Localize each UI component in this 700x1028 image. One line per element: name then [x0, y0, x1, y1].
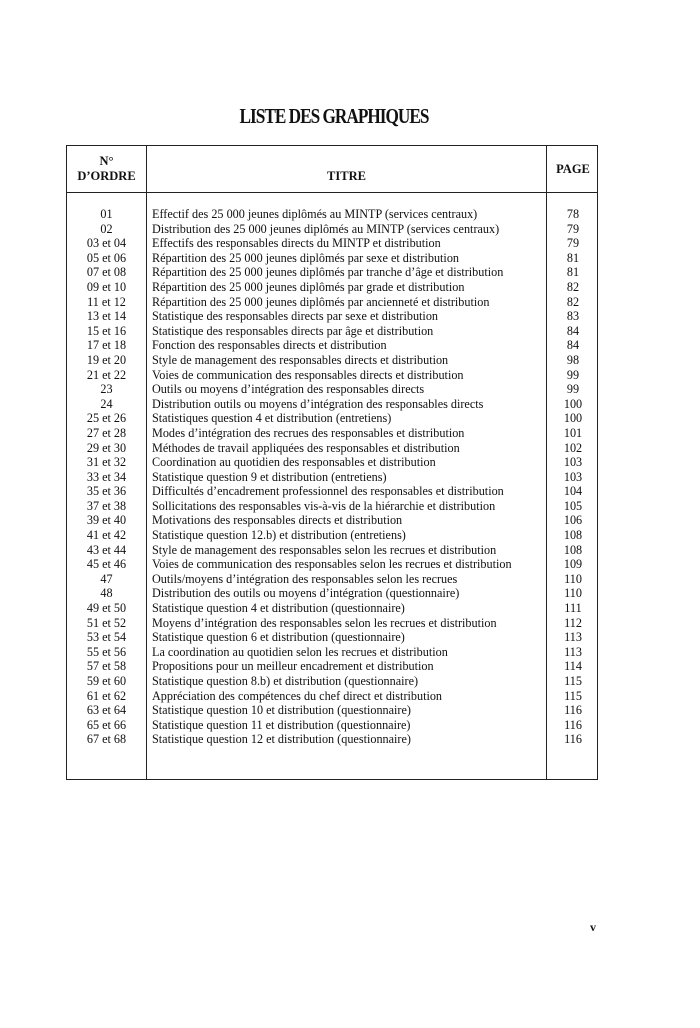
row-order-number: 11 et 12	[87, 294, 126, 309]
row-page: 108	[563, 542, 583, 557]
table-row	[67, 616, 597, 631]
row-order-number: 31 et 32	[86, 455, 127, 470]
row-page: 99	[566, 367, 580, 382]
row-title: Statistique question 6 et distribution (questionnaire)	[152, 630, 405, 645]
row-order-number: 07 et 08	[86, 265, 127, 280]
row-order-number: 15 et 16	[86, 323, 127, 338]
row-title: Effectif des 25 000 jeunes diplômés au MINTP (services centraux)	[152, 207, 478, 221]
table-row	[67, 689, 597, 704]
row-page: 116	[564, 732, 582, 747]
page-title: LISTE DES GRAPHIQUES	[239, 104, 429, 128]
row-order-number: 43 et 44	[86, 542, 127, 557]
row-page: 111	[564, 601, 582, 616]
table-row	[67, 280, 597, 295]
row-title: Statistique question 10 et distribution (questionnaire)	[152, 703, 411, 718]
row-order-number: 61 et 62	[86, 688, 127, 703]
row-page: 112	[564, 615, 582, 630]
row-order-number: 35 et 36	[86, 484, 127, 499]
row-order-number: 02	[100, 221, 113, 236]
row-order-number: 49 et 50	[86, 601, 127, 616]
row-title: Outils/moyens d’intégration des responsables selon les recrues	[152, 571, 458, 586]
table-row	[67, 338, 597, 353]
table-row	[67, 368, 597, 383]
table-row	[67, 441, 597, 456]
row-title: Voies de communication des responsables selon les recrues et distribution	[152, 557, 512, 572]
row-page: 115	[564, 674, 582, 688]
table-row	[67, 470, 597, 485]
row-order-number: 03 et 04	[86, 236, 127, 251]
row-page: 100	[563, 411, 583, 426]
row-title: Répartition des 25 000 jeunes diplômés par sexe et distribution	[152, 250, 460, 265]
table-row	[67, 528, 597, 543]
row-title: Distribution des 25 000 jeunes diplômés au MINTP (services centraux)	[152, 221, 500, 236]
table-row	[67, 586, 597, 601]
row-title: Répartition des 25 000 jeunes diplômés par grade et distribution	[152, 279, 465, 294]
row-title: Répartition des 25 000 jeunes diplômés par tranche d’âge et distribution	[152, 265, 504, 280]
row-order-number: 47	[100, 571, 113, 586]
row-order-number: 13 et 14	[86, 309, 127, 324]
table-row	[67, 426, 597, 441]
row-order-number: 21 et 22	[86, 367, 127, 382]
row-page: 110	[564, 571, 582, 586]
row-order-number: 51 et 52	[86, 615, 127, 630]
table-row	[67, 207, 597, 222]
row-order-number: 45 et 46	[86, 557, 127, 572]
row-title: Distribution outils ou moyens d’intégration des responsables directs	[152, 396, 484, 411]
header-title: TITRE	[327, 169, 366, 183]
header-order-number-line1: N°	[99, 154, 114, 168]
row-title: Statistique question 9 et distribution (entretiens)	[152, 469, 387, 484]
row-title: Méthodes de travail appliquées des responsables et distribution	[152, 440, 460, 455]
row-title: Voies de communication des responsables directs et distribution	[152, 367, 464, 382]
row-title: Fonction des responsables directs et distribution	[152, 338, 387, 353]
row-order-number: 25 et 26	[86, 411, 127, 426]
row-page: 98	[566, 352, 580, 367]
row-order-number: 23	[100, 382, 113, 397]
table-row	[67, 222, 597, 237]
row-order-number: 57 et 58	[86, 659, 127, 674]
row-page: 79	[566, 236, 580, 251]
row-order-number: 55 et 56	[86, 644, 127, 659]
row-order-number: 05 et 06	[86, 250, 127, 265]
row-page: 116	[564, 703, 582, 718]
table-row	[67, 455, 597, 470]
table-row	[67, 601, 597, 616]
row-page: 84	[566, 338, 580, 353]
row-order-number: 53 et 54	[86, 630, 127, 645]
row-page: 83	[566, 309, 580, 324]
row-page: 99	[566, 382, 580, 397]
row-order-number: 24	[100, 396, 113, 411]
row-order-number: 67 et 68	[86, 732, 127, 747]
row-title: Moyens d’intégration des responsables selon les recrues et distribution	[152, 615, 497, 630]
row-order-number: 33 et 34	[86, 469, 127, 484]
table-row	[67, 397, 597, 412]
table-row	[67, 251, 597, 266]
row-title: Statistique question 4 et distribution (questionnaire)	[152, 601, 405, 616]
table-row	[67, 674, 597, 689]
row-order-number: 63 et 64	[86, 703, 127, 718]
row-page: 81	[566, 250, 580, 265]
table-row	[67, 309, 597, 324]
row-page: 79	[566, 221, 580, 236]
row-title: Statistique des responsables directs par sexe et distribution	[152, 309, 439, 324]
row-title: Style de management des responsables selon les recrues et distribution	[152, 542, 497, 557]
table-row	[67, 732, 597, 747]
row-order-number: 09 et 10	[86, 279, 127, 294]
row-title: Effectifs des responsables directs du MINTP et distribution	[152, 236, 441, 251]
row-order-number: 01	[100, 207, 113, 221]
row-order-number: 17 et 18	[86, 338, 127, 353]
table-row	[67, 645, 597, 660]
row-title: Propositions pour un meilleur encadrement et distribution	[152, 659, 434, 674]
row-page: 110	[564, 586, 582, 601]
row-order-number: 48	[100, 586, 113, 601]
table-row	[67, 236, 597, 251]
row-title: Statistique question 12 et distribution (questionnaire)	[152, 732, 411, 747]
row-title: Statistiques question 4 et distribution (entretiens)	[152, 411, 392, 426]
row-page: 104	[563, 484, 583, 499]
row-order-number: 37 et 38	[86, 498, 127, 513]
row-title: Répartition des 25 000 jeunes diplômés par ancienneté et distribution	[152, 294, 490, 309]
row-page: 84	[566, 323, 580, 338]
row-page: 116	[564, 717, 582, 732]
row-page: 113	[564, 630, 582, 645]
row-page: 108	[563, 528, 583, 543]
row-order-number: 19 et 20	[86, 352, 127, 367]
row-title: Statistique question 8.b) et distribution (questionnaire)	[152, 674, 419, 688]
table-row	[67, 353, 597, 368]
table-row	[67, 630, 597, 645]
row-page: 100	[563, 396, 583, 411]
row-title: Statistique question 12.b) et distribution (entretiens)	[152, 528, 406, 543]
row-title: La coordination au quotidien selon les recrues et distribution	[152, 644, 448, 659]
row-title: Difficultés d’encadrement professionnel des responsables et distribution	[152, 484, 504, 499]
row-title: Modes d’intégration des recrues des responsables et distribution	[152, 425, 465, 440]
row-title: Coordination au quotidien des responsables et distribution	[152, 455, 436, 470]
row-order-number: 27 et 28	[86, 425, 127, 440]
row-page: 105	[563, 498, 583, 513]
row-title: Motivations des responsables directs et distribution	[152, 513, 403, 528]
table-row	[67, 543, 597, 558]
row-page: 115	[564, 688, 582, 703]
table-row	[67, 557, 597, 572]
row-title: Statistique question 11 et distribution (questionnaire)	[152, 717, 411, 732]
table-body	[67, 207, 597, 747]
row-order-number: 39 et 40	[86, 513, 127, 528]
row-page: 113	[564, 644, 582, 659]
row-page: 102	[563, 440, 583, 455]
row-order-number: 29 et 30	[86, 440, 127, 455]
row-title: Appréciation des compétences du chef direct et distribution	[152, 688, 443, 703]
list-of-figures-table	[66, 145, 598, 780]
row-page: 106	[563, 513, 583, 528]
page-number: v	[590, 920, 596, 934]
row-page: 82	[566, 279, 580, 294]
row-page: 109	[563, 557, 583, 572]
table-row	[67, 499, 597, 514]
table-row	[67, 718, 597, 733]
row-order-number: 65 et 66	[86, 717, 127, 732]
table-row	[67, 572, 597, 587]
row-title: Outils ou moyens d’intégration des responsables directs	[152, 382, 425, 397]
row-title: Statistique des responsables directs par âge et distribution	[152, 323, 434, 338]
table-row	[67, 265, 597, 280]
row-page: 81	[566, 265, 580, 280]
row-order-number: 59 et 60	[86, 674, 127, 688]
table-row	[67, 484, 597, 499]
header-divider	[67, 192, 597, 193]
table-row	[67, 295, 597, 310]
table-row	[67, 411, 597, 426]
row-order-number: 41 et 42	[86, 528, 127, 543]
row-page: 103	[563, 469, 583, 484]
table-row	[67, 659, 597, 674]
row-title: Sollicitations des responsables vis-à-vis de la hiérarchie et distribution	[152, 498, 496, 513]
header-order-number-line2: D’ORDRE	[77, 169, 136, 183]
header-order-number	[67, 154, 146, 184]
header-page: PAGE	[556, 162, 590, 176]
row-page: 78	[566, 207, 580, 221]
row-page: 82	[566, 294, 580, 309]
table-row	[67, 324, 597, 339]
row-title: Distribution des outils ou moyens d’intégration (questionnaire)	[152, 586, 460, 601]
row-page: 114	[564, 659, 582, 674]
table-row	[67, 703, 597, 718]
table-row	[67, 382, 597, 397]
row-page: 103	[563, 455, 583, 470]
row-title: Style de management des responsables directs et distribution	[152, 352, 449, 367]
table-row	[67, 513, 597, 528]
row-page: 101	[563, 425, 583, 440]
